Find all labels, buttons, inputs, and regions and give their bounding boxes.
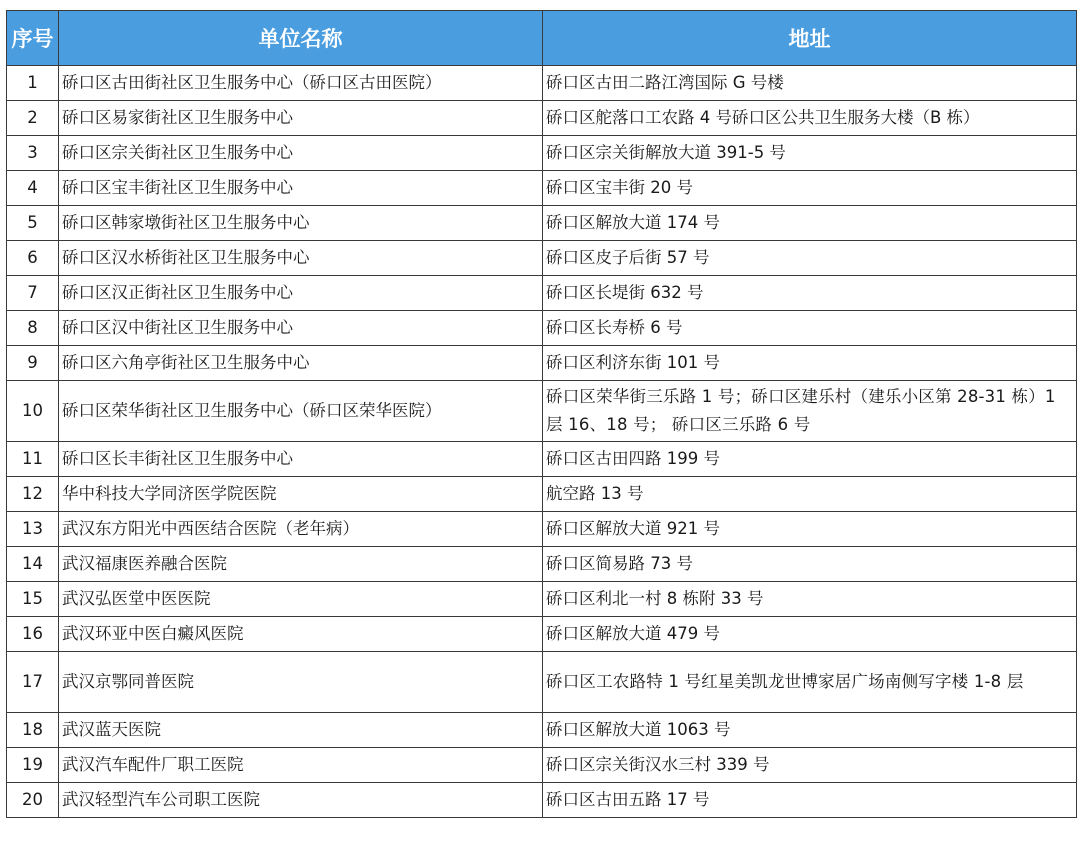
row-number: 4 <box>7 171 59 206</box>
row-address: 硚口区皮子后街 57 号 <box>543 241 1077 276</box>
row-address: 硚口区古田四路 199 号 <box>543 442 1077 477</box>
row-unit-name: 硚口区韩家墩街社区卫生服务中心 <box>59 206 543 241</box>
row-address: 硚口区简易路 73 号 <box>543 547 1077 582</box>
header-serial-number: 序号 <box>7 11 59 66</box>
row-number: 19 <box>7 748 59 783</box>
row-number: 3 <box>7 136 59 171</box>
table-row <box>7 783 1077 818</box>
row-unit-name: 武汉东方阳光中西医结合医院（老年病） <box>59 512 543 547</box>
table-row <box>7 206 1077 241</box>
row-number: 1 <box>7 66 59 101</box>
row-number: 13 <box>7 512 59 547</box>
table-row <box>7 241 1077 276</box>
row-unit-name: 硚口区汉中街社区卫生服务中心 <box>59 311 543 346</box>
row-address: 硚口区古田五路 17 号 <box>543 783 1077 818</box>
row-number: 2 <box>7 101 59 136</box>
row-number: 6 <box>7 241 59 276</box>
row-address: 硚口区解放大道 921 号 <box>543 512 1077 547</box>
row-unit-name: 硚口区易家街社区卫生服务中心 <box>59 101 543 136</box>
table-row <box>7 136 1077 171</box>
header-unit-name: 单位名称 <box>59 11 543 66</box>
row-number: 18 <box>7 713 59 748</box>
row-unit-name: 武汉蓝天医院 <box>59 713 543 748</box>
row-number: 11 <box>7 442 59 477</box>
row-address: 硚口区利济东街 101 号 <box>543 346 1077 381</box>
table-row <box>7 346 1077 381</box>
row-address: 硚口区解放大道 479 号 <box>543 617 1077 652</box>
row-number: 5 <box>7 206 59 241</box>
hospital-table <box>6 10 1077 818</box>
table-body <box>7 66 1077 818</box>
table-row <box>7 617 1077 652</box>
row-unit-name: 硚口区古田街社区卫生服务中心（硚口区古田医院） <box>59 66 543 101</box>
row-address: 硚口区古田二路江湾国际 G 号楼 <box>543 66 1077 101</box>
row-address: 硚口区宗关街解放大道 391-5 号 <box>543 136 1077 171</box>
row-unit-name: 硚口区六角亭街社区卫生服务中心 <box>59 346 543 381</box>
row-unit-name: 华中科技大学同济医学院医院 <box>59 477 543 512</box>
row-unit-name: 硚口区荣华街社区卫生服务中心（硚口区荣华医院） <box>59 381 543 442</box>
row-address: 硚口区解放大道 1063 号 <box>543 713 1077 748</box>
row-unit-name: 武汉环亚中医白癜风医院 <box>59 617 543 652</box>
row-number: 17 <box>7 652 59 713</box>
table-row <box>7 381 1077 442</box>
row-address: 硚口区工农路特 1 号红星美凯龙世博家居广场南侧写字楼 1-8 层 <box>543 652 1077 713</box>
row-number: 12 <box>7 477 59 512</box>
row-number: 14 <box>7 547 59 582</box>
table-row <box>7 582 1077 617</box>
row-unit-name: 武汉福康医养融合医院 <box>59 547 543 582</box>
row-address: 硚口区舵落口工农路 4 号硚口区公共卫生服务大楼（B 栋） <box>543 101 1077 136</box>
row-unit-name: 武汉汽车配件厂职工医院 <box>59 748 543 783</box>
table-row <box>7 101 1077 136</box>
row-number: 9 <box>7 346 59 381</box>
row-address: 硚口区宝丰街 20 号 <box>543 171 1077 206</box>
row-number: 20 <box>7 783 59 818</box>
row-number: 15 <box>7 582 59 617</box>
row-address: 硚口区荣华街三乐路 1 号；硚口区建乐村（建乐小区第 28-31 栋）1 层 16、18 号； 硚口区三乐路 6 号 <box>543 381 1077 442</box>
row-address: 硚口区长堤街 632 号 <box>543 276 1077 311</box>
row-unit-name: 硚口区宝丰街社区卫生服务中心 <box>59 171 543 206</box>
row-address: 硚口区利北一村 8 栋附 33 号 <box>543 582 1077 617</box>
table-row <box>7 66 1077 101</box>
table-row <box>7 713 1077 748</box>
row-number: 7 <box>7 276 59 311</box>
table-row <box>7 547 1077 582</box>
row-number: 10 <box>7 381 59 442</box>
table-header-row <box>7 11 1077 66</box>
row-unit-name: 硚口区长丰街社区卫生服务中心 <box>59 442 543 477</box>
row-number: 16 <box>7 617 59 652</box>
row-address: 硚口区长寿桥 6 号 <box>543 311 1077 346</box>
table-row <box>7 652 1077 713</box>
table-row <box>7 276 1077 311</box>
row-number: 8 <box>7 311 59 346</box>
row-unit-name: 武汉京鄂同普医院 <box>59 652 543 713</box>
header-address: 地址 <box>543 11 1077 66</box>
row-unit-name: 武汉弘医堂中医医院 <box>59 582 543 617</box>
table-row <box>7 477 1077 512</box>
row-unit-name: 硚口区汉正街社区卫生服务中心 <box>59 276 543 311</box>
table-row <box>7 512 1077 547</box>
table-row <box>7 442 1077 477</box>
row-unit-name: 武汉轻型汽车公司职工医院 <box>59 783 543 818</box>
row-address: 航空路 13 号 <box>543 477 1077 512</box>
row-address: 硚口区解放大道 174 号 <box>543 206 1077 241</box>
table-row <box>7 311 1077 346</box>
row-unit-name: 硚口区汉水桥街社区卫生服务中心 <box>59 241 543 276</box>
table-row <box>7 748 1077 783</box>
table-row <box>7 171 1077 206</box>
row-unit-name: 硚口区宗关街社区卫生服务中心 <box>59 136 543 171</box>
row-address: 硚口区宗关街汉水三村 339 号 <box>543 748 1077 783</box>
